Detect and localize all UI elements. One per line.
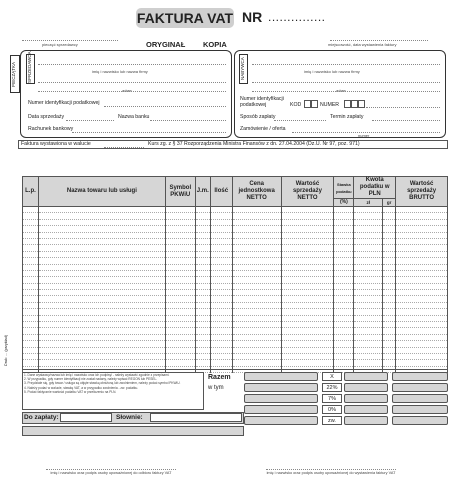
numer-box-1[interactable]	[344, 100, 351, 108]
kod-box-2[interactable]	[311, 100, 318, 108]
in-words-label: Słownie:	[116, 414, 143, 421]
table-bottom-border	[22, 369, 448, 370]
total-net-cell[interactable]	[244, 405, 318, 414]
note-line: 1. Dane wystawcy/nazwa lub imię i nazwisko oraz ich podpisy/ - należy wystawić zgodnie z przepisami.	[24, 373, 170, 377]
issuer-signature-line[interactable]	[266, 469, 396, 470]
col-unit-net: Cena jednostkowa NETTO	[232, 177, 281, 207]
buyer-tab: NABYWCA	[239, 54, 248, 84]
place-date-line[interactable]	[330, 40, 428, 41]
sale-date-label: Data sprzedaży	[28, 114, 65, 120]
kod-label: KOD	[290, 102, 302, 108]
note-line: 5. Podać faktycznie wartości podatku VAT w przeliczeniu na PLN.	[24, 389, 117, 394]
in-words-bar-2	[22, 426, 244, 436]
total-gross-cell[interactable]	[392, 394, 448, 403]
bank-account-label: Rachunek bankowy	[28, 126, 74, 132]
payment-due-field[interactable]	[372, 120, 440, 121]
seller-name-line[interactable]	[38, 64, 226, 65]
col-jm: J.m.	[195, 177, 210, 207]
total-rate-cell[interactable]: 0%	[322, 405, 342, 414]
total-vat-cell[interactable]	[344, 383, 388, 392]
numer-box-3[interactable]	[358, 100, 365, 108]
bank-account-field[interactable]	[72, 132, 226, 133]
receiver-signature-caption: imię i nazwisko oraz podpis osoby upoważnionej do odbioru faktury VAT	[50, 471, 172, 475]
payment-due-label: Termin zapłaty	[330, 114, 364, 120]
col-name: Nazwa towaru lub usługi	[38, 177, 165, 207]
total-razem-label: Razem	[208, 374, 231, 381]
seller-stamp-caption: pieczęć sprzedawcy	[42, 42, 78, 47]
order-caption: numer	[358, 133, 370, 138]
total-net-cell[interactable]	[244, 383, 318, 392]
bank-name-label: Nazwa banku	[118, 114, 150, 120]
buyer-name-line-2[interactable]	[252, 82, 440, 83]
seller-address-caption: adres	[122, 88, 133, 93]
seller-address-line[interactable]	[38, 91, 226, 92]
in-words-field[interactable]	[150, 413, 242, 422]
total-rate-cell[interactable]: 7%	[322, 394, 342, 403]
seller-name-caption: imię i nazwisko lub nazwa firmy	[92, 69, 148, 74]
seller-tab: SPRZEDAWCA	[26, 54, 35, 84]
total-vat-cell[interactable]	[344, 416, 388, 425]
buyer-nip-field[interactable]	[366, 107, 440, 108]
buyer-name-caption: imię i nazwisko lub nazwa firmy	[304, 69, 360, 74]
seller-name-line-2[interactable]	[38, 82, 226, 83]
col-vat-pct: (%)	[334, 199, 354, 207]
currency-label: Faktura wystawiona w walucie	[21, 141, 91, 147]
receiver-signature-line[interactable]	[46, 469, 176, 470]
exchange-rate-note: Kurs zg. z § 37 Rozporządzenia Ministra Finansów z dn. 27.04.2004 (Dz.U. Nr 97, poz. 971)	[148, 141, 360, 147]
sale-date-field[interactable]	[66, 120, 114, 121]
payment-method-field[interactable]	[274, 120, 326, 121]
side-print: Druk: ... (przykład)	[4, 290, 12, 410]
seller-stamp-line[interactable]	[22, 40, 118, 41]
payment-method-label: Sposób zapłaty	[240, 114, 276, 120]
invoice-number-field[interactable]: ...............	[268, 10, 326, 24]
buyer-address-line[interactable]	[252, 91, 440, 92]
total-gross-cell[interactable]	[392, 372, 448, 381]
total-net-cell[interactable]	[244, 372, 318, 381]
issuer-signature-caption: imię i nazwisko oraz podpis osoby upoważnionej do wystawienia faktury VAT	[266, 471, 396, 475]
currency-field[interactable]	[104, 147, 144, 148]
total-rate-cell[interactable]: 22%	[322, 383, 342, 392]
numer-box-2[interactable]	[351, 100, 358, 108]
order-label: Zamówienie / oferta	[240, 126, 286, 132]
buyer-nip-label: Numer identyfikacji podatkowej	[240, 96, 284, 108]
col-gross: Wartość sprzedaży BRUTTO	[396, 177, 448, 207]
total-vat-cell[interactable]	[344, 394, 388, 403]
col-lp: L.p.	[23, 177, 39, 207]
seller-nip-field[interactable]	[104, 106, 226, 107]
note-line: 4. Należy podać w walucie, stawkę VAT, a w przypadku zwolnienia - zw. podatku.	[24, 385, 139, 390]
invoice-title: FAKTURA VAT	[136, 10, 234, 26]
place-date-caption: miejscowość, data wystawienia faktury	[328, 42, 397, 47]
col-vat-amount: Kwota podatku w PLN	[354, 177, 396, 199]
copy-label: KOPIA	[203, 40, 227, 49]
items-body	[23, 207, 448, 373]
total-vat-cell[interactable]	[344, 405, 388, 414]
invoice-number-label: NR	[242, 9, 263, 25]
total-net-cell[interactable]	[244, 394, 318, 403]
stamp-side-tab: PIECZĄTKA	[10, 55, 20, 93]
total-gross-cell[interactable]	[392, 383, 448, 392]
seller-nip-label: Numer identyfikacji podatkowej	[28, 100, 100, 106]
bank-name-field[interactable]	[150, 120, 226, 121]
total-rate-cell[interactable]: X	[322, 372, 342, 381]
total-wtym-label: w tym	[208, 385, 224, 391]
items-table	[22, 176, 448, 373]
numer-label: NUMER	[320, 102, 340, 108]
col-net-value: Wartość sprzedaży NETTO	[281, 177, 334, 207]
buyer-name-line[interactable]	[252, 64, 440, 65]
notes-text	[24, 373, 202, 394]
col-vat-rate: Stawka podatku	[334, 177, 354, 199]
kod-box-1[interactable]	[304, 100, 311, 108]
total-gross-cell[interactable]	[392, 405, 448, 414]
original-label: ORYGINAŁ	[146, 40, 186, 49]
col-gr: gr	[383, 199, 396, 207]
amount-due-field[interactable]	[60, 413, 112, 422]
amount-due-label: Do zapłaty:	[24, 414, 59, 421]
col-qty: Ilość	[210, 177, 232, 207]
note-line: 2. W przypadku, gdy numer identyfikacji nie został nadany, należy wpisać REGON lub PESEL.	[24, 377, 158, 382]
col-pkwiu: Symbol PKWiU	[165, 177, 195, 207]
total-gross-cell[interactable]	[392, 416, 448, 425]
total-net-cell[interactable]	[244, 416, 318, 425]
col-zl: zł	[354, 199, 383, 207]
note-line: 3. Przydziale się, gdy towar / usługa są objęte stawką obniżoną lub zwolnieniem, należy podać symbol PKWiU.	[24, 381, 181, 386]
buyer-address-caption: adres	[336, 88, 347, 93]
total-rate-cell[interactable]: zw.	[322, 416, 342, 425]
total-vat-cell[interactable]	[344, 372, 388, 381]
